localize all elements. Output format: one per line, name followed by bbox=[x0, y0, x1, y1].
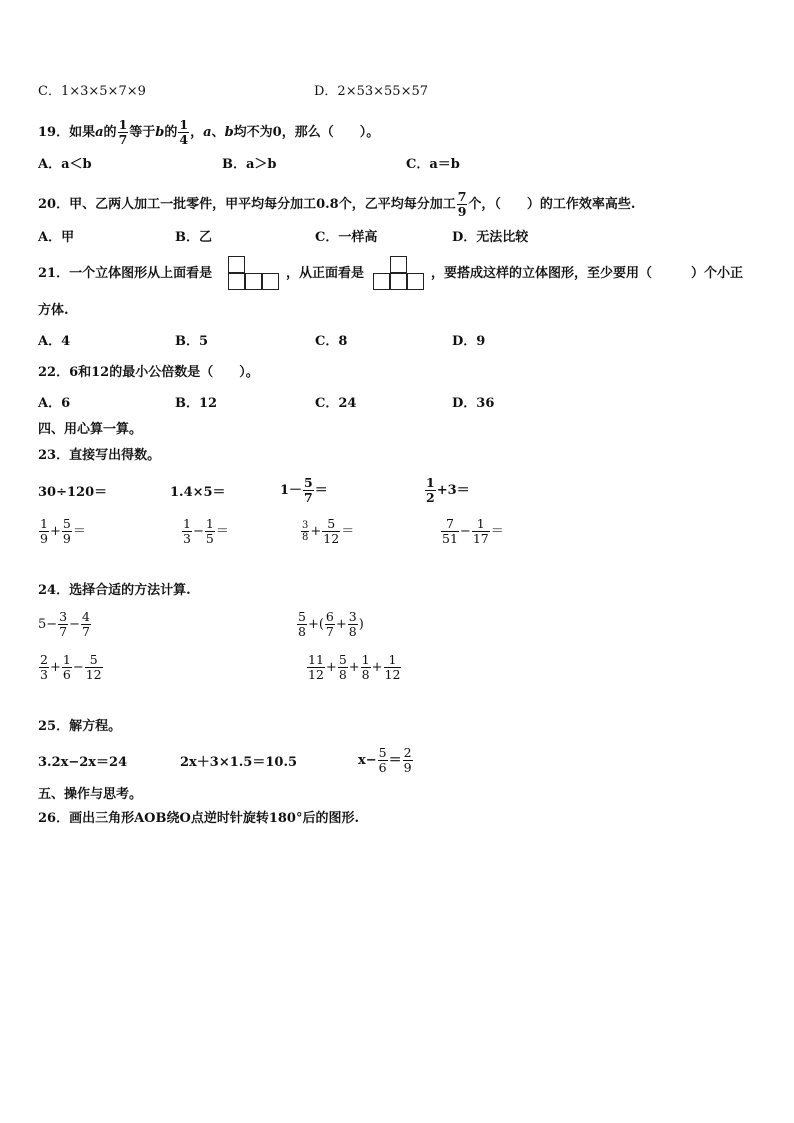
q26-question: 26．画出三角形AOB绕O点逆时针旋转180°后的图形. bbox=[38, 811, 359, 826]
q18-option-d: D．2×53×55×57 bbox=[314, 84, 428, 99]
q19-fraction-1: $\frac{1}{7}$ bbox=[118, 117, 128, 147]
q22-option-d: D．36 bbox=[452, 396, 495, 411]
top-view-figure bbox=[228, 256, 284, 292]
q19-option-b: B．a＞b bbox=[222, 157, 277, 172]
q24-expr-3: $\frac{2}{3}$ + $\frac{1}{6}$ − $\frac{5}{12}$ bbox=[40, 652, 102, 682]
q25-title: 25．解方程。 bbox=[38, 719, 122, 734]
q23-expr-4: $\frac{1}{2}$ +3＝ bbox=[426, 475, 470, 505]
front-view-figure bbox=[373, 256, 429, 292]
q23-expr-5: $\frac{1}{9}$ + $\frac{5}{9}$ ＝ bbox=[40, 516, 86, 546]
q23-expr-6: $\frac{1}{3}$ − $\frac{1}{5}$ ＝ bbox=[183, 516, 229, 546]
q19-option-c: C．a＝b bbox=[406, 157, 460, 172]
q21-option-c: C．8 bbox=[315, 334, 348, 349]
q21-option-b: B．5 bbox=[175, 334, 209, 349]
q20-option-a: A．甲 bbox=[38, 230, 75, 245]
q24-title: 24．选择合适的方法计算. bbox=[38, 583, 191, 598]
q24-expr-2: $\frac{5}{8}$ +( $\frac{6}{7}$ + $\frac{3}{8}$ ) bbox=[298, 609, 364, 639]
q22-option-c: C．24 bbox=[315, 396, 357, 411]
section-4-heading: 四、用心算一算。 bbox=[38, 422, 143, 437]
q20-option-d: D．无法比较 bbox=[452, 230, 529, 245]
q25-equation-2: 2x＋3×1.5＝10.5 bbox=[180, 755, 298, 770]
q23-title: 23．直接写出得数。 bbox=[38, 448, 161, 463]
q21-text-2: ，从正面看是 bbox=[286, 266, 365, 281]
q23-expr-1: 30÷120＝ bbox=[38, 485, 108, 500]
q20-option-c: C．一样高 bbox=[315, 230, 378, 245]
q21-text-4: 方体. bbox=[38, 303, 69, 318]
q21-option-d: D．9 bbox=[452, 334, 486, 349]
q22-option-a: A．6 bbox=[38, 396, 71, 411]
q25-equation-1: 3.2x−2x＝24 bbox=[38, 755, 128, 770]
q23-expr-2: 1.4×5＝ bbox=[170, 485, 226, 500]
q19-fraction-2: $\frac{1}{4}$ bbox=[179, 117, 189, 147]
q19-option-a: A．a＜b bbox=[38, 157, 92, 172]
q20-option-b: B．乙 bbox=[175, 230, 212, 245]
q24-expr-4: $\frac{11}{12}$ + $\frac{5}{8}$ + $\frac{1}{8}$ + $\frac{1}{12}$ bbox=[308, 652, 401, 682]
q19-question: 19．如果a的 $\frac{1}{7}$ 等于b的 $\frac{1}{4}$ ，a、b均不为0，那么（ ）。 bbox=[38, 117, 380, 147]
q22-option-b: B．12 bbox=[175, 396, 218, 411]
q23-expr-3: 1－ $\frac{5}{7}$ ＝ bbox=[280, 475, 328, 505]
q23-expr-8: $\frac{7}{51}$ − $\frac{1}{17}$ ＝ bbox=[442, 516, 504, 546]
q22-question: 22．6和12的最小公倍数是（ ）。 bbox=[38, 365, 259, 380]
q24-expr-1: 5− $\frac{3}{7}$ − $\frac{4}{7}$ bbox=[38, 609, 90, 639]
q21-option-a: A．4 bbox=[38, 334, 71, 349]
q20-fraction: $\frac{7}{9}$ bbox=[457, 189, 467, 219]
q25-equation-3: x− $\frac{5}{6}$ ＝ $\frac{2}{9}$ bbox=[358, 745, 412, 775]
q18-option-c: C．1×3×5×7×9 bbox=[38, 84, 146, 99]
q21-text-3: ，要搭成这样的立体图形，至少要用（ ）个小正 bbox=[431, 266, 744, 281]
section-5-heading: 五、操作与思考。 bbox=[38, 787, 143, 802]
q20-question: 20．甲、乙两人加工一批零件，甲平均每分加工0.8个，乙平均每分加工 $\frac{7}{9}$ 个，（ ）的工作效率高些. bbox=[38, 189, 636, 219]
q23-expr-7: $\frac{3}{8}$ + $\frac{5}{12}$ ＝ bbox=[302, 516, 355, 546]
q21-text-1: 21．一个立体图形从上面看是 bbox=[38, 266, 213, 281]
